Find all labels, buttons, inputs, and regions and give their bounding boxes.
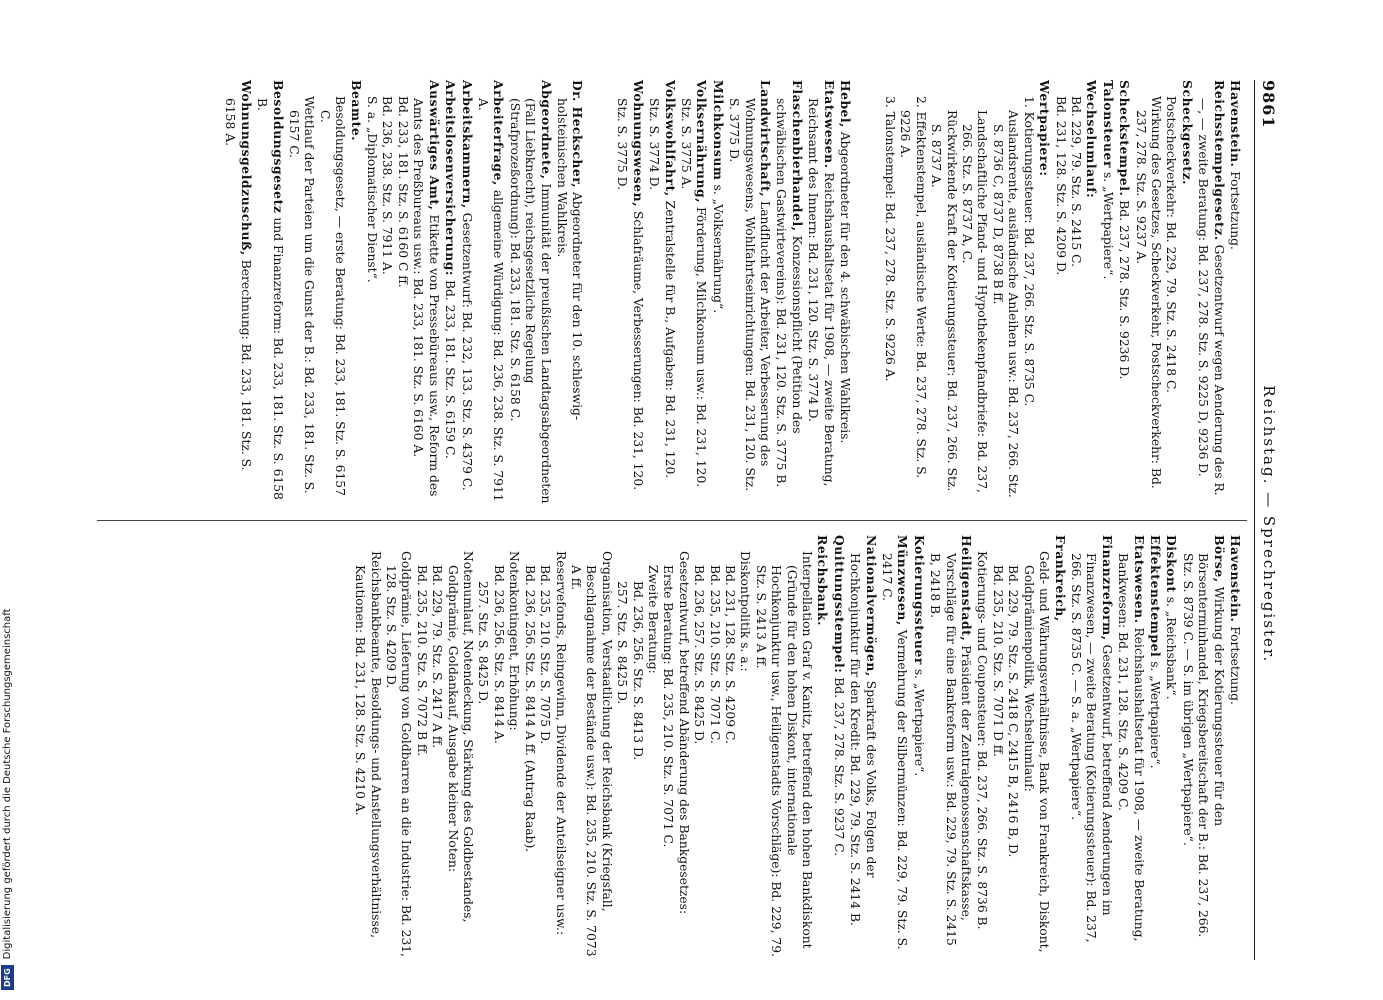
register-entry [1052,80,1067,505]
register-entry [660,535,675,960]
entry-keyword: Volksernährung, [694,80,710,204]
entry-text: S. a. „Diplomatischer Dienst“. [365,96,380,283]
register-entry [1036,80,1052,505]
entry-text: Immunität der preußischen Landtagsabgeordneten (Fall Liebknecht), reichsgesetzliche Regelung (Strafprozeßordnung): Bd. 233, 181. Stz. S. 6158 C. [507,98,553,504]
entry-text: Sparkraft des Volks, Folgen der Hochkonjunktur für den Kredit: Bd. 229, 79. Stz. S. 2414 B. [848,553,878,926]
register-entry [614,80,646,505]
register-entry [910,535,926,960]
register-entry [646,80,678,505]
register-entry [928,80,959,505]
register-entry [1163,80,1178,505]
entry-text: Bd. 229, 79. Stz. S. 2415 C. [1068,96,1083,268]
entry-text: Wirkung des Gesetzes, Scheckverkehr, Postscheckverkehr: Bd. 237, 278. Stz. S. 9237 A. [1133,96,1163,489]
entry-keyword: Reichsstempelgesetz. [1211,80,1227,241]
register-entry [614,535,629,960]
register-entry [1227,80,1243,505]
register-entry [1195,80,1227,505]
entry-text: 3. Talonstempel: Bd. 237, 278. Stz. S. 9226 A. [883,96,898,382]
register-entry [458,80,474,505]
register-entry [429,535,444,960]
entry-text: Abgeordneter für den 10. schleswig-holsteinischen Wahlkreis. [554,98,585,421]
entry-text: Bd. 237, 278. Stz. S. 9237 C. [831,673,846,857]
column-divider [97,520,1247,521]
register-entry [222,80,254,505]
column-left [222,80,1243,505]
register-entry [1051,535,1067,960]
page-number: 9861 [1259,80,1279,129]
entry-keyword: Arbeitslosenversicherung: [443,80,459,277]
entry-text: Kotierungs- und Couponsteuer: Bd. 237, 266. Stz. S. 8736 B. [975,551,990,930]
entry-text: Berechnung: Bd. 233, 181. Stz. S. 6158 A. [223,98,253,471]
entry-text: Bd. 235, 210. Stz. S. 7075 D. [538,565,553,745]
entry-text: Reichshaushaltsetat für 1908, — zweite Beratung, Bankwesen: Bd. 231, 128. Stz. S. 4209 C. [1116,553,1146,942]
register-entry [897,80,928,505]
register-entry [1115,535,1147,960]
speaker-name: Dr. Heckscher, [570,80,586,189]
sidebar-credit [0,0,18,1000]
register-entry [395,80,410,505]
register-entry [1116,80,1132,505]
register-entry [629,535,644,960]
register-entry [347,80,363,505]
entry-keyword: Besoldungsgesetz [270,80,286,214]
entry-text: s. „Wertpapiere“. [1147,657,1162,769]
entry-text: Förderung, Milchkonsum usw.: Bd. 231, 120. Stz. S. 3775 A. [679,98,709,488]
register-entry [286,80,317,505]
entry-keyword: Arbeiterfrage, [491,80,507,186]
entry-text: Bd. 236, 256. Stz. S. 8413 D. [630,581,645,761]
register-entry [1020,80,1035,505]
entry-text: Bd. 236, 256. Stz. S. 8414 A. [491,565,506,744]
entry-text: Landschaftliche Pfand- und Hypothekenpfandbriefe: Bd. 237, 266. Stz. S. 8737 A, C. [960,110,990,493]
register-entry [882,80,897,505]
speaker-name: Hebel, [838,80,854,128]
entry-text: Bd. 233, 181. Stz. S. 6160 C ff. [395,96,410,288]
entry-gap [865,80,869,505]
entry-text: Bd. 237, 278. Stz. S. 9236 D. [1117,196,1132,380]
register-entry [352,535,383,960]
speaker-name: Havenstein. [1228,80,1243,168]
entry-text: Wirkung der Kotierungssteuer für den Börsenterminhandel, Kriegsbereitschaft der B.: Bd. 237, 266. Stz. S. 8739 C. — S. im übrigen „Wertpapiere“. [1180,553,1226,938]
register-entry [1227,535,1243,960]
entry-text: Bd. 235, 210. Stz. S. 7072 B ff. [414,565,429,757]
register-entry [254,80,286,505]
entry-keyword: Frankreich, [1052,535,1068,622]
entry-text: Bd. 236, 238. Stz. S. 7911 A. [380,96,395,275]
entry-text: s. „Wertpapiere“. [911,664,926,777]
register-entry [383,535,414,960]
entry-keyword: Wohnungswesen, [630,80,646,208]
register-entry [1099,80,1115,505]
register-entry [959,80,990,505]
entry-text: Fortsetzung. [1228,167,1242,250]
entry-text: Geld- und Währungsverhältnisse, Bank von Frankreich, Diskont, Goldprämienpolitik, Wechselumlauf: [1021,551,1052,953]
register-entry [879,535,911,960]
entry-keyword: Etatswesen. [821,80,837,169]
register-entry [444,535,475,960]
register-entry [1132,80,1163,505]
entry-text: 2. Effektenstempel, ausländische Werte: Bd. 237, 278. Stz. S. 9226 A. [898,96,928,479]
register-entry [927,535,974,960]
entry-keyword: Talonsteuer [1100,80,1116,169]
register-entry [706,535,721,960]
register-entry [709,80,725,505]
register-entry [645,535,660,960]
entry-text: Rückwirkende Kraft der Kotierungssteuer: Bd. 237, 266. Stz. S. 8737 A. [929,110,959,492]
register-entry [1068,535,1115,960]
entry-text: Gesetzentwurf, betreffend Aenderungen im Finanzwesen, — zweite Beratung (Kotierungssteuer): Bd. 237, 266. Stz. S. 8735 C. — S. a. „Wertpapiere“. [1068,553,1114,943]
register-entry [410,80,442,505]
register-entry [475,80,507,505]
credit-text: Digitalisierung gefördert durch die Deutsche Forschungsgemeinschaft [2,608,13,960]
entry-keyword: Wechselumlauf: [1084,80,1100,199]
entry-text: Reichshaushaltsetat für 1908, — zweite Beratung, Reichsamt des Innern: Bd. 231, 120. Stz. S. 3774 D. [806,98,836,487]
entry-keyword: Effektenstempel [1147,535,1163,658]
entry-text: Zweite Beratung: [645,565,660,674]
entry-text: Notenkontingent, Erhöhung: [507,551,522,731]
entry-text: Konzessionspflicht (Petition des schwäbischen Gastwirtevereins): Bd. 231, 120. Stz. S. 3775 B. [774,98,804,488]
entry-keyword: Wohnungsgeldzuschuß, [238,80,254,256]
entry-text: allgemeine Würdigung: Bd. 236, 238. Stz. S. 7911 A. [475,98,506,502]
entry-text: Abgeordneter für den 4. schwäbischen Wahlkreis. [838,127,853,444]
entry-text: Vermehrung der Silbermünzen: Bd. 229, 79. Stz. S. 2417 C. [880,553,910,950]
register-entry [726,80,773,505]
entry-keyword: Münzwesen, [895,535,911,626]
entry-keyword: Arbeitskammern, [459,80,475,209]
dfg-logo: DFG [1,965,14,990]
entry-text: Wettlauf der Parteien um die Gunst der B.: Bd. 233, 181. Stz. S. 6157 C. [287,96,317,494]
entry-gap [598,80,602,505]
entry-text: Auslandsrente, ausländische Anleihen usw.: Bd. 237, 266. Stz. S. 8736 C, 8737 D, 8738 B ff. [990,110,1021,498]
entry-keyword: Flaschenbierhandel, [789,80,805,232]
entry-text: s. „Reichsbank“. [1164,592,1179,700]
entry-keyword: Heiligenstadt, [959,535,975,642]
entry-text: Reichsbankbeamte, Besoldungs- und Anstellungsverhältnisse, Kautionen: Bd. 231, 128. Stz. S. 4210 A. [353,551,383,938]
entry-keyword: Etatswesen. [1131,535,1147,624]
register-entry [1163,535,1179,960]
register-entry [773,80,805,505]
register-entry [805,80,837,505]
register-entry [413,535,428,960]
entry-keyword: Finanzreform, [1099,535,1115,641]
entry-text: Erste Beratung: Bd. 235, 210. Stz. S. 7071 C. [661,565,676,848]
register-entry [442,80,458,505]
register-entry [1178,80,1194,505]
entry-text: Organisation, Verstaatlichung der Reichsbank (Kriegsfall, Beschlagnahme der Bestände usw.): Bd. 235, 210. Stz. S. 7073 A ff. [568,551,614,957]
entry-keyword: Diskont [1164,535,1180,593]
entry-keyword: Quittungsstempel: [831,535,847,674]
entry-text: s. „Wertpapiere“. [1100,168,1115,280]
register-entry [521,535,536,960]
running-title: Reichstag. — Sprechregister. [1260,385,1278,664]
entry-text: Postscheckverkehr: Bd. 229, 79. Stz. S. 2418 C. [1164,96,1179,393]
entry-keyword: Nationalvermögen, [863,535,879,677]
entry-keyword: Wertpapiere: [1037,80,1053,177]
entry-text: Gesetzentwurf: Bd. 232, 133. Stz. S. 4379 C. [459,208,474,491]
register-entry [568,535,614,960]
entry-text: Bd. 233, 181. Stz. S. 6159 C. [443,276,458,459]
entry-text: Bd. 236, 257. Stz. S. 8425 D. [692,565,707,745]
entry-text: Gesetzentwurf wegen Aenderung des R.—, — zweite Beratung: Bd. 237, 278. Stz. S. 9225 D, 9236 D. [1196,98,1226,496]
register-entry [1068,80,1083,505]
column-right [352,535,1243,960]
entry-text: Gesetzentwurf, betreffend Abänderung des Bankgesetzes: [676,551,691,915]
register-entry [678,80,710,505]
entry-text: Bd. 236, 256. Stz. S. 8414 A ff. (Antrag Raab). [522,565,537,853]
entry-text: 257. Stz. S. 8425 D. [476,581,491,705]
entry-text: Etikette von Pressebüreaus usw., Reform des Amts des Preßbureaus usw.: Bd. 233, 181. Stz. S. 6160 A. [411,98,441,497]
entry-text: Bd. 235, 210. Stz. S. 7071 C. [707,565,722,744]
register-entry [475,535,490,960]
entry-keyword: Auswärtiges Amt, [426,80,442,211]
register-entry [847,535,879,960]
register-entry [974,535,989,960]
register-entry [1179,535,1226,960]
register-entry [722,535,737,960]
speaker-name: Havenstein. [1228,535,1243,623]
entry-text: Reservefonds, Reingewinn, Dividende der Anteilseigner usw.: [553,551,568,936]
entry-text: Bd. 235, 210. Stz. S. 7071 D ff. [990,565,1005,757]
register-entry [1020,535,1051,960]
entry-text: Bd. 229, 79. Stz. S. 2417 A ff. [430,565,445,749]
entry-text: Zentralstelle für B., Aufgaben: Bd. 231, 120. Stz. S. 3774 D. [647,98,677,479]
entry-text: Fortsetzung. [1228,622,1242,705]
register-entry [316,80,347,505]
entry-text: Bd. 231, 128. Stz. S. 4209 C. [723,565,737,744]
entry-keyword: Reichsbank. [815,535,831,626]
register-entry [691,535,706,960]
entry-text: Landflucht der Arbeiter, Verbesserung des Wohnungswesens, Wohlfahrtseinrichtungen: Bd. 231, 120. Stz. S. 3775 D. [727,98,773,492]
entry-text: 1. Kotierungssteuer: Bd. 237, 266. Stz. S. 8735 C. [1021,96,1036,407]
running-head [1254,80,1283,960]
register-entry [830,535,846,960]
entry-text: und Finanzreform: Bd. 233, 181. Stz. S. 6158 B. [255,98,285,500]
entry-keyword: Kotierungssteuer [911,535,927,665]
entry-keyword: Milchkonsum [710,80,726,181]
register-entry [552,535,567,960]
entry-text: Interpellation Graf v. Kanitz, betreffend den hohen Bankdiskont (Gründe für den hohen Diskont, internationale Hochkonjunktur usw., Heiligenstadts Vorschläge): Bd. 229, 79. Stz. S. 2413 A ff. [753,551,815,957]
register-entry [379,80,394,505]
register-entry [675,535,690,960]
entry-text: Goldprämie, Lieferung von Goldbarren an die Industrie: Bd. 231, 128. Stz. S. 4209 D. [384,551,414,957]
entry-keyword: Volkswohlfahrt, [662,80,678,197]
entry-text: 257. Stz. S. 8425 D. [615,581,630,705]
register-entry [491,535,506,960]
entry-keyword: Beamte. [348,80,364,142]
entry-text: Diskontpolitik s. a.: [738,551,753,672]
entry-keyword: Börse, [1211,535,1227,583]
register-entry [506,535,521,960]
entry-text: Notenumlauf, Notendeckung, Stärkung des Goldbestandes, Goldprämie, Goldankauf, Ausgabe kleiner Noten: [445,551,476,923]
register-entry [814,535,830,960]
entry-keyword: Scheckgesetz. [1179,80,1195,186]
register-entry [752,535,814,960]
register-entry [1147,535,1163,960]
entry-text: Bd. 229, 79. Stz. S. 2418 C, 2415 B, 2416 B, D. [1006,565,1021,858]
register-entry [537,535,552,960]
entry-text: Bd. 231, 128. Stz. S. 4209 D. [1053,96,1068,276]
register-entry [364,80,379,505]
register-entry [837,80,853,505]
register-entry [506,80,553,505]
register-entry [554,80,586,505]
entry-keyword: Scheckstempel. [1117,80,1133,197]
register-entry [1083,80,1099,505]
entry-text: s. „Volksernährung“. [710,180,725,314]
entry-text: Schlafräume, Verbesserungen: Bd. 231, 120. Stz. S. 3775 D. [615,98,645,491]
entry-text: Besoldungsgesetz, — erste Beratung: Bd. 233, 181. Stz. S. 6157 C. [317,96,348,496]
register-entry [737,535,752,960]
register-entry [990,80,1021,505]
register-entry [990,535,1005,960]
register-page [73,80,1283,960]
register-entry [1005,535,1020,960]
entry-text: Präsident der Zentralgenossenschaftskasse, Vorschläge für eine Bankreform usw.: Bd. 229, 79. Stz. S. 2415 B, 2418 B. [928,553,974,946]
entry-keyword: Landwirtschaft, [758,80,774,198]
entry-keyword: Abgeordnete, [538,80,554,180]
